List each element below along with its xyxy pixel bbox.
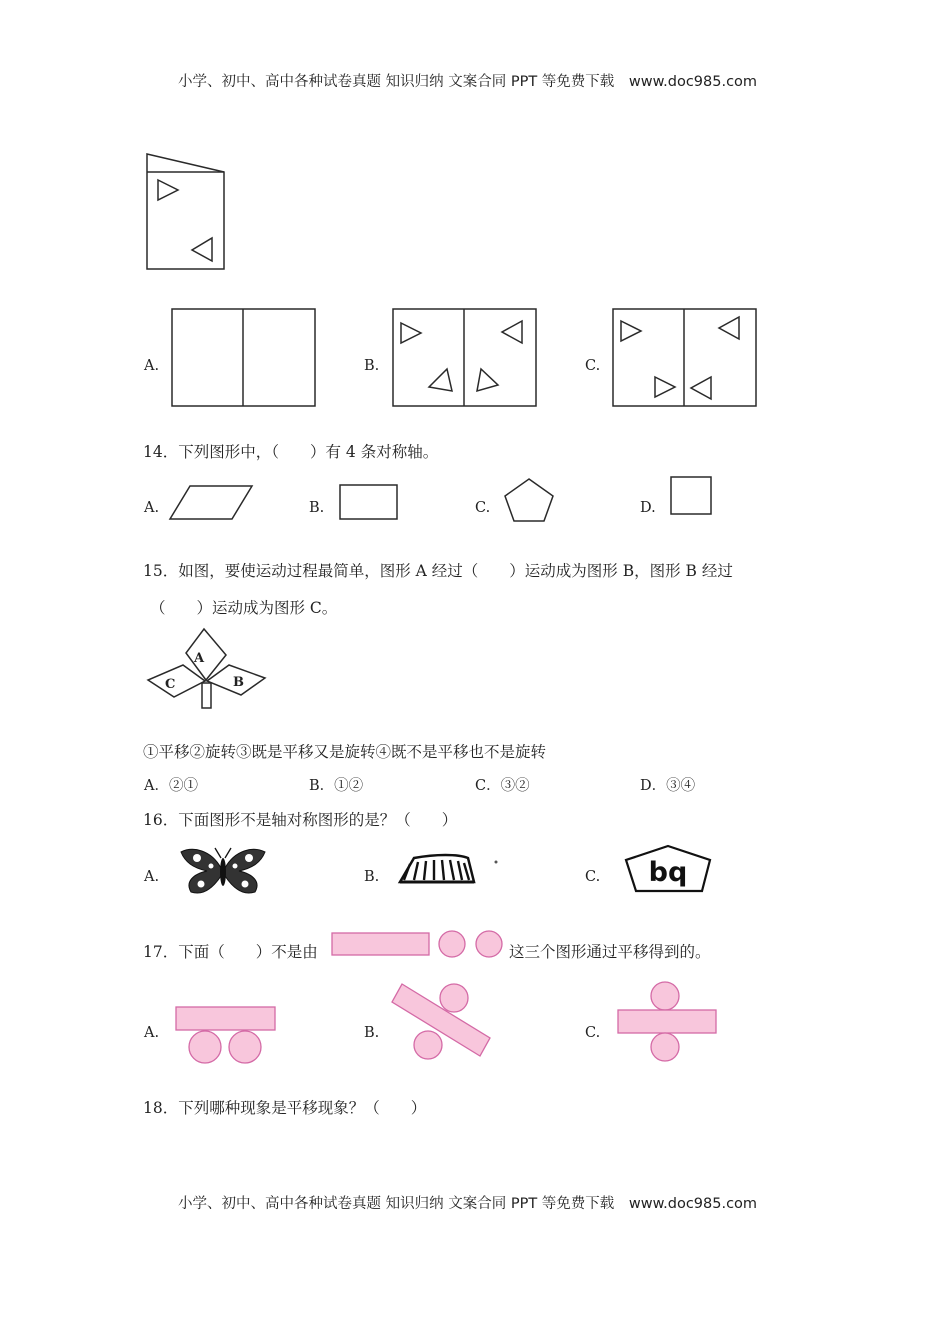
pentagon-bq-figure[interactable]: [622, 843, 714, 895]
footer-url: www.doc985.com: [628, 1196, 758, 1212]
parallelogram-figure[interactable]: [168, 484, 258, 524]
q17-option-c-figure[interactable]: [615, 980, 721, 1066]
q13-option-c-label[interactable]: C.: [585, 358, 601, 374]
q13-option-a-label[interactable]: A.: [144, 358, 160, 374]
q17-option-a-label[interactable]: A.: [144, 1025, 160, 1041]
rhombus-rotation-figure: [144, 625, 269, 715]
header-text: 小学、初中、高中各种试卷真题 知识归纳 文案合同 PPT 等免费下载: [178, 74, 615, 90]
q16-text: 16．下面图形不是轴对称图形的是？（ ）: [143, 811, 458, 829]
triangle-icon: [158, 180, 178, 200]
q15-option-d[interactable]: D．③④: [640, 778, 696, 794]
square-figure[interactable]: [669, 475, 715, 519]
q14-text: 14．下列图形中，（ ）有 4 条对称轴。: [143, 443, 439, 461]
figure-label-b: B: [233, 675, 244, 690]
rectangle-figure[interactable]: [338, 483, 400, 523]
q17-option-c-label[interactable]: C.: [585, 1025, 601, 1041]
q14-option-a-label[interactable]: A.: [144, 500, 160, 516]
header-url: www.doc985.com: [628, 74, 758, 90]
figure-label-c: C: [165, 677, 176, 692]
pentagon-bq-letters: bq: [648, 857, 688, 888]
butterfly-icon[interactable]: [175, 846, 271, 898]
q15-line2: （ ）运动成为图形 C。: [150, 599, 338, 617]
q14-option-b-label[interactable]: B.: [309, 500, 325, 516]
q13-option-b-figure[interactable]: [391, 307, 541, 410]
q14-option-d-label[interactable]: D.: [640, 500, 656, 516]
q17-source-shapes: [330, 927, 508, 961]
q17-suffix: 这三个图形通过平移得到的。: [509, 943, 711, 961]
q16-option-a-label[interactable]: A.: [144, 869, 160, 885]
q14-option-c-label[interactable]: C.: [475, 500, 491, 516]
q18-text: 18．下列哪种现象是平移现象？（ ）: [143, 1099, 427, 1117]
page-footer: [178, 1192, 757, 1213]
folded-paper-figure: [140, 150, 235, 275]
q17-option-a-figure[interactable]: [172, 1002, 282, 1066]
q17-prefix: 17．下面（ ）不是由: [143, 943, 318, 961]
footer-text: 小学、初中、高中各种试卷真题 知识归纳 文案合同 PPT 等免费下载: [178, 1196, 615, 1212]
q13-option-b-label[interactable]: B.: [364, 358, 380, 374]
q15-choices: ①平移②旋转③既是平移又是旋转④既不是平移也不是旋转: [143, 743, 547, 761]
q15-option-a[interactable]: A．②①: [144, 778, 198, 794]
q16-option-c-label[interactable]: C.: [585, 869, 601, 885]
q15-option-b[interactable]: B．①②: [309, 778, 364, 794]
q16-option-b-label[interactable]: B.: [364, 869, 380, 885]
q15-line1: 15．如图，要使运动过程最简单，图形 A 经过（ ）运动成为图形 B，图形 B 经过: [143, 562, 733, 580]
broom-icon[interactable]: [396, 852, 500, 888]
triangle-icon: [192, 238, 212, 261]
figure-label-a: A: [194, 651, 205, 666]
pentagon-figure[interactable]: [502, 476, 560, 526]
q17-option-b-label[interactable]: B.: [364, 1025, 380, 1041]
page-header: [178, 70, 757, 91]
q15-option-c[interactable]: C．③②: [475, 778, 530, 794]
q17-option-b-figure[interactable]: [390, 980, 500, 1064]
q13-option-a-figure[interactable]: [170, 307, 320, 410]
q13-option-c-figure[interactable]: [611, 307, 761, 410]
